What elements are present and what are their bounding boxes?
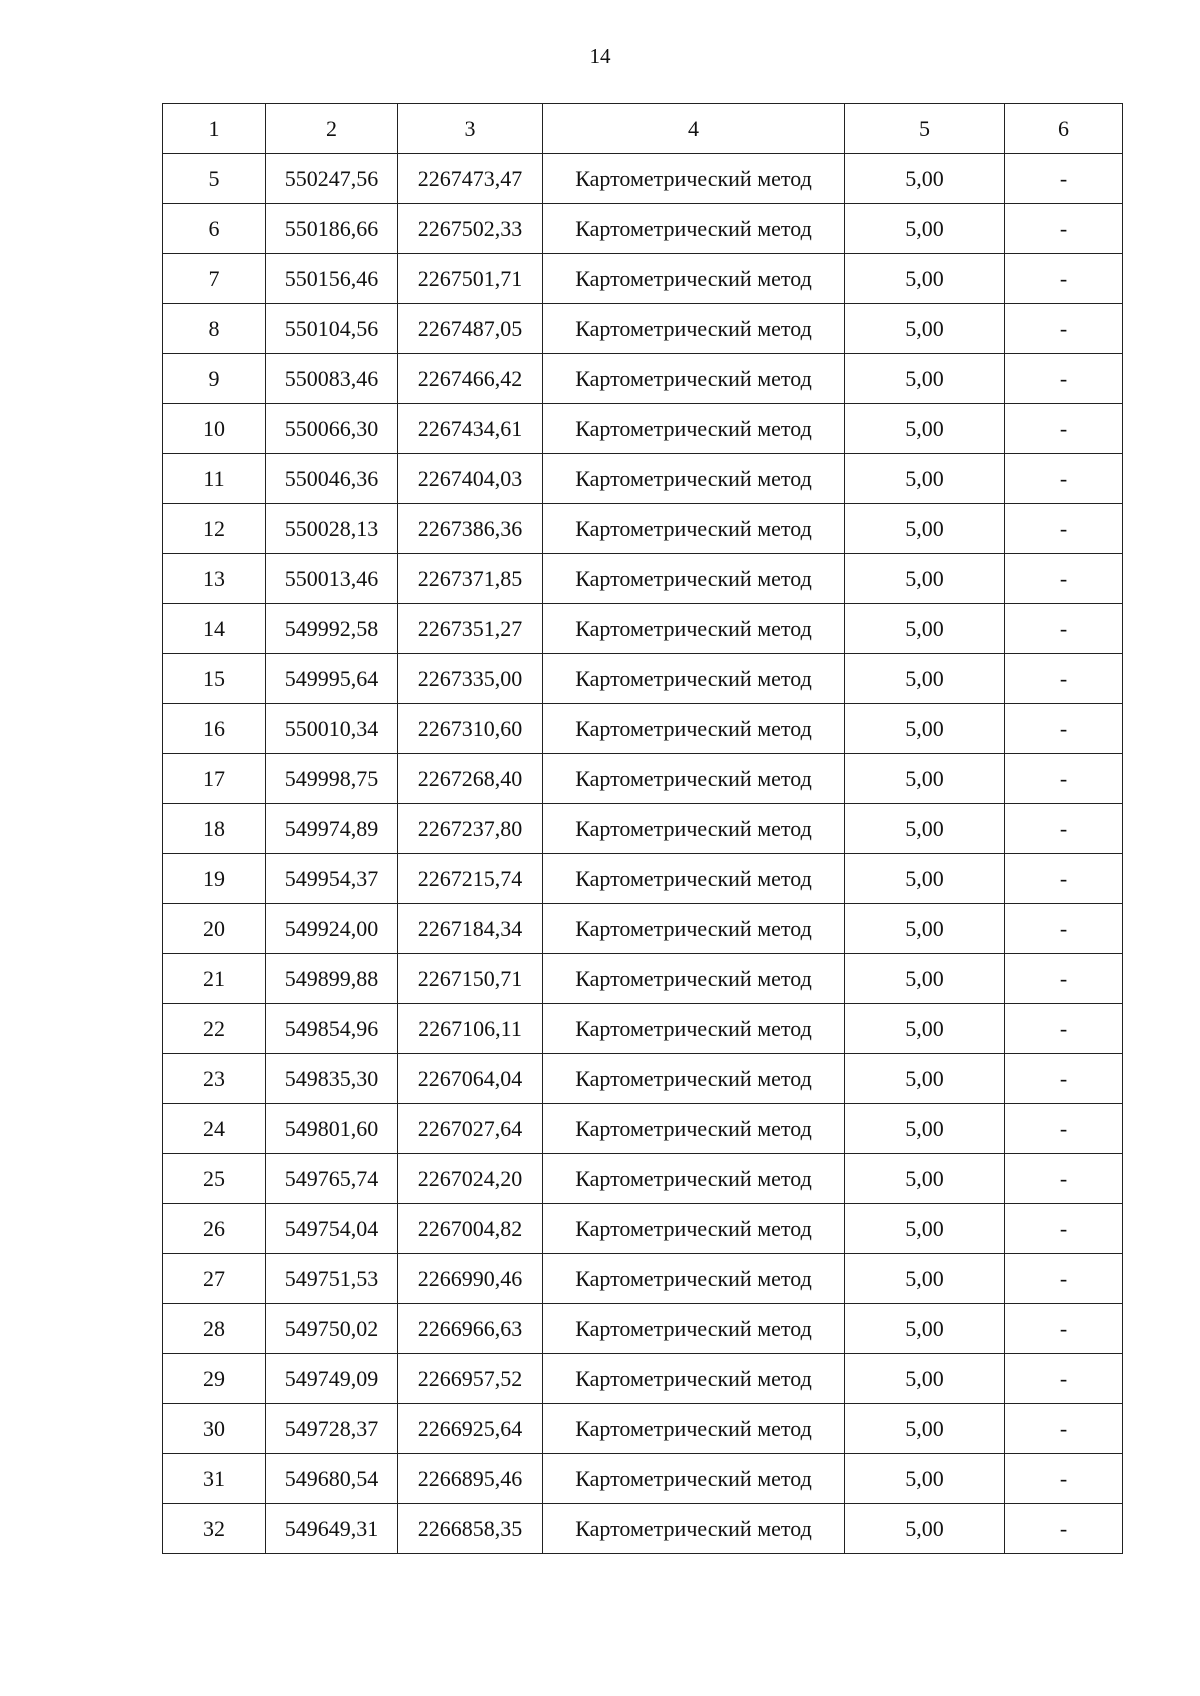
column-header: 2 [266,104,398,154]
x-coordinate-cell: 549750,02 [266,1304,398,1354]
x-coordinate-cell: 549801,60 [266,1104,398,1154]
x-coordinate-cell: 550104,56 [266,304,398,354]
y-coordinate-cell: 2266925,64 [398,1404,543,1454]
note-cell: - [1005,654,1123,704]
note-cell: - [1005,1354,1123,1404]
table-row [163,354,1123,404]
point-number-cell: 27 [163,1254,266,1304]
accuracy-cell: 5,00 [845,554,1005,604]
accuracy-cell: 5,00 [845,154,1005,204]
x-coordinate-cell: 549754,04 [266,1204,398,1254]
accuracy-cell: 5,00 [845,654,1005,704]
method-cell: Картометрический метод [543,504,845,554]
note-cell: - [1005,1254,1123,1304]
point-number-cell: 30 [163,1404,266,1454]
table-row [163,404,1123,454]
note-cell: - [1005,854,1123,904]
accuracy-cell: 5,00 [845,904,1005,954]
table-row [163,254,1123,304]
y-coordinate-cell: 2267215,74 [398,854,543,904]
note-cell: - [1005,304,1123,354]
x-coordinate-cell: 549854,96 [266,1004,398,1054]
y-coordinate-cell: 2267501,71 [398,254,543,304]
table-row [163,954,1123,1004]
note-cell: - [1005,904,1123,954]
table-row [163,1054,1123,1104]
page-number: 14 [589,44,611,68]
accuracy-cell: 5,00 [845,804,1005,854]
accuracy-cell: 5,00 [845,954,1005,1004]
column-header: 6 [1005,104,1123,154]
y-coordinate-cell: 2267310,60 [398,704,543,754]
y-coordinate-cell: 2266895,46 [398,1454,543,1504]
x-coordinate-cell: 550013,46 [266,554,398,604]
method-cell: Картометрический метод [543,604,845,654]
note-cell: - [1005,404,1123,454]
note-cell: - [1005,1204,1123,1254]
method-cell: Картометрический метод [543,754,845,804]
column-header: 3 [398,104,543,154]
point-number-cell: 28 [163,1304,266,1354]
accuracy-cell: 5,00 [845,1204,1005,1254]
x-coordinate-cell: 549995,64 [266,654,398,704]
method-cell: Картометрический метод [543,204,845,254]
accuracy-cell: 5,00 [845,704,1005,754]
x-coordinate-cell: 549998,75 [266,754,398,804]
y-coordinate-cell: 2267466,42 [398,354,543,404]
table-row [163,804,1123,854]
method-cell: Картометрический метод [543,1204,845,1254]
point-number-cell: 5 [163,154,266,204]
accuracy-cell: 5,00 [845,404,1005,454]
method-cell: Картометрический метод [543,804,845,854]
note-cell: - [1005,354,1123,404]
y-coordinate-cell: 2266966,63 [398,1304,543,1354]
method-cell: Картометрический метод [543,1354,845,1404]
method-cell: Картометрический метод [543,1054,845,1104]
method-cell: Картометрический метод [543,454,845,504]
y-coordinate-cell: 2267064,04 [398,1054,543,1104]
y-coordinate-cell: 2266990,46 [398,1254,543,1304]
y-coordinate-cell: 2267371,85 [398,554,543,604]
table-row [163,1254,1123,1304]
point-number-cell: 25 [163,1154,266,1204]
note-cell: - [1005,954,1123,1004]
x-coordinate-cell: 550028,13 [266,504,398,554]
point-number-cell: 7 [163,254,266,304]
accuracy-cell: 5,00 [845,754,1005,804]
y-coordinate-cell: 2267351,27 [398,604,543,654]
y-coordinate-cell: 2267004,82 [398,1204,543,1254]
table-row [163,1004,1123,1054]
method-cell: Картометрический метод [543,254,845,304]
table-row [163,1404,1123,1454]
column-header: 1 [163,104,266,154]
point-number-cell: 9 [163,354,266,404]
note-cell: - [1005,454,1123,504]
method-cell: Картометрический метод [543,904,845,954]
table-row [163,1504,1123,1554]
point-number-cell: 16 [163,704,266,754]
x-coordinate-cell: 549899,88 [266,954,398,1004]
y-coordinate-cell: 2267184,34 [398,904,543,954]
y-coordinate-cell: 2267487,05 [398,304,543,354]
point-number-cell: 17 [163,754,266,804]
y-coordinate-cell: 2267027,64 [398,1104,543,1154]
x-coordinate-cell: 549751,53 [266,1254,398,1304]
method-cell: Картометрический метод [543,1404,845,1454]
point-number-cell: 8 [163,304,266,354]
header-row [163,104,1123,154]
point-number-cell: 26 [163,1204,266,1254]
x-coordinate-cell: 550066,30 [266,404,398,454]
point-number-cell: 13 [163,554,266,604]
point-number-cell: 12 [163,504,266,554]
table-row [163,1454,1123,1504]
accuracy-cell: 5,00 [845,1454,1005,1504]
x-coordinate-cell: 549649,31 [266,1504,398,1554]
column-header: 5 [845,104,1005,154]
y-coordinate-cell: 2267473,47 [398,154,543,204]
method-cell: Картометрический метод [543,554,845,604]
accuracy-cell: 5,00 [845,1254,1005,1304]
note-cell: - [1005,1404,1123,1454]
method-cell: Картометрический метод [543,654,845,704]
method-cell: Картометрический метод [543,1254,845,1304]
method-cell: Картометрический метод [543,1154,845,1204]
y-coordinate-cell: 2267502,33 [398,204,543,254]
table-row [163,304,1123,354]
table-row [163,904,1123,954]
table-row [163,1304,1123,1354]
point-number-cell: 11 [163,454,266,504]
point-number-cell: 31 [163,1454,266,1504]
accuracy-cell: 5,00 [845,354,1005,404]
coordinates-table [162,103,1123,1554]
point-number-cell: 10 [163,404,266,454]
x-coordinate-cell: 549749,09 [266,1354,398,1404]
method-cell: Картометрический метод [543,1304,845,1354]
note-cell: - [1005,1104,1123,1154]
y-coordinate-cell: 2267434,61 [398,404,543,454]
note-cell: - [1005,554,1123,604]
y-coordinate-cell: 2267386,36 [398,504,543,554]
table-row [163,854,1123,904]
x-coordinate-cell: 549974,89 [266,804,398,854]
method-cell: Картометрический метод [543,1504,845,1554]
accuracy-cell: 5,00 [845,1104,1005,1154]
note-cell: - [1005,504,1123,554]
method-cell: Картометрический метод [543,404,845,454]
accuracy-cell: 5,00 [845,604,1005,654]
x-coordinate-cell: 549835,30 [266,1054,398,1104]
table-row [163,554,1123,604]
column-header: 4 [543,104,845,154]
method-cell: Картометрический метод [543,1004,845,1054]
x-coordinate-cell: 549680,54 [266,1454,398,1504]
note-cell: - [1005,1454,1123,1504]
x-coordinate-cell: 550247,56 [266,154,398,204]
note-cell: - [1005,154,1123,204]
point-number-cell: 19 [163,854,266,904]
accuracy-cell: 5,00 [845,504,1005,554]
x-coordinate-cell: 550083,46 [266,354,398,404]
y-coordinate-cell: 2267404,03 [398,454,543,504]
y-coordinate-cell: 2267106,11 [398,1004,543,1054]
y-coordinate-cell: 2267024,20 [398,1154,543,1204]
table-row [163,604,1123,654]
point-number-cell: 14 [163,604,266,654]
method-cell: Картометрический метод [543,1104,845,1154]
point-number-cell: 20 [163,904,266,954]
method-cell: Картометрический метод [543,304,845,354]
accuracy-cell: 5,00 [845,1004,1005,1054]
note-cell: - [1005,604,1123,654]
note-cell: - [1005,754,1123,804]
x-coordinate-cell: 549992,58 [266,604,398,654]
table-row [163,204,1123,254]
note-cell: - [1005,1054,1123,1104]
accuracy-cell: 5,00 [845,1504,1005,1554]
table-row [163,1204,1123,1254]
point-number-cell: 32 [163,1504,266,1554]
x-coordinate-cell: 549954,37 [266,854,398,904]
point-number-cell: 23 [163,1054,266,1104]
x-coordinate-cell: 550186,66 [266,204,398,254]
y-coordinate-cell: 2267268,40 [398,754,543,804]
y-coordinate-cell: 2267150,71 [398,954,543,1004]
point-number-cell: 22 [163,1004,266,1054]
note-cell: - [1005,1004,1123,1054]
x-coordinate-cell: 550010,34 [266,704,398,754]
method-cell: Картометрический метод [543,154,845,204]
accuracy-cell: 5,00 [845,1304,1005,1354]
table-row [163,504,1123,554]
accuracy-cell: 5,00 [845,454,1005,504]
x-coordinate-cell: 550046,36 [266,454,398,504]
table-row [163,1154,1123,1204]
table-row [163,454,1123,504]
method-cell: Картометрический метод [543,1454,845,1504]
accuracy-cell: 5,00 [845,254,1005,304]
accuracy-cell: 5,00 [845,1404,1005,1454]
y-coordinate-cell: 2266957,52 [398,1354,543,1404]
method-cell: Картометрический метод [543,854,845,904]
table-row [163,704,1123,754]
point-number-cell: 18 [163,804,266,854]
table-body [163,154,1123,1554]
x-coordinate-cell: 549924,00 [266,904,398,954]
y-coordinate-cell: 2267237,80 [398,804,543,854]
table-row [163,1354,1123,1404]
note-cell: - [1005,1154,1123,1204]
accuracy-cell: 5,00 [845,1154,1005,1204]
method-cell: Картометрический метод [543,704,845,754]
accuracy-cell: 5,00 [845,304,1005,354]
note-cell: - [1005,704,1123,754]
point-number-cell: 6 [163,204,266,254]
x-coordinate-cell: 549765,74 [266,1154,398,1204]
note-cell: - [1005,1504,1123,1554]
x-coordinate-cell: 550156,46 [266,254,398,304]
table-row [163,1104,1123,1154]
point-number-cell: 29 [163,1354,266,1404]
table-row [163,654,1123,704]
table-row [163,754,1123,804]
x-coordinate-cell: 549728,37 [266,1404,398,1454]
point-number-cell: 21 [163,954,266,1004]
accuracy-cell: 5,00 [845,1354,1005,1404]
point-number-cell: 15 [163,654,266,704]
method-cell: Картометрический метод [543,954,845,1004]
note-cell: - [1005,1304,1123,1354]
point-number-cell: 24 [163,1104,266,1154]
note-cell: - [1005,204,1123,254]
note-cell: - [1005,254,1123,304]
y-coordinate-cell: 2266858,35 [398,1504,543,1554]
table-header [163,104,1123,154]
accuracy-cell: 5,00 [845,854,1005,904]
y-coordinate-cell: 2267335,00 [398,654,543,704]
accuracy-cell: 5,00 [845,1054,1005,1104]
method-cell: Картометрический метод [543,354,845,404]
table-row [163,154,1123,204]
note-cell: - [1005,804,1123,854]
accuracy-cell: 5,00 [845,204,1005,254]
